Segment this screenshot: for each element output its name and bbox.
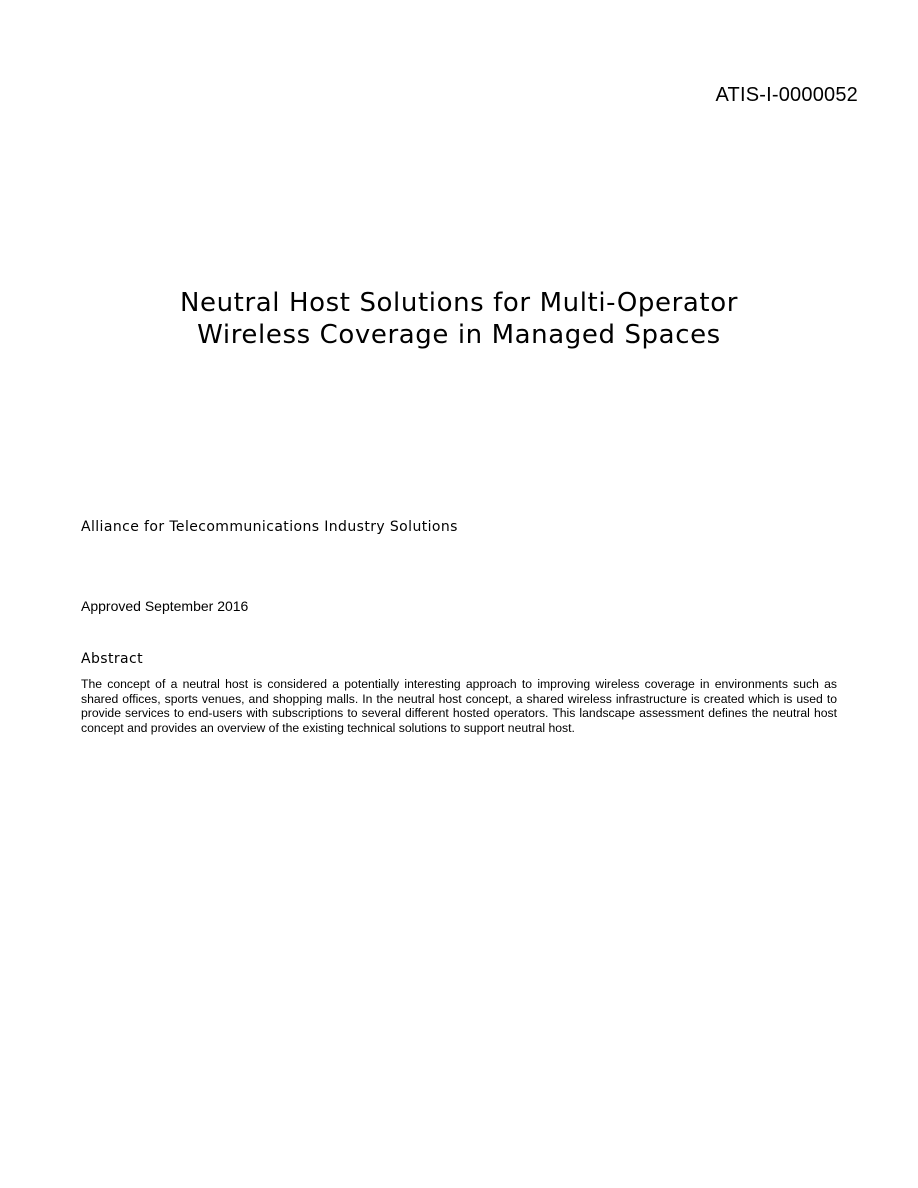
title-line-2: Wireless Coverage in Managed Spaces	[197, 320, 721, 350]
abstract-body: The concept of a neutral host is considered a potentially interesting approach to improving wireless coverage in environments such as shared offices, sports venues, and shopping malls. In the neutral host concept, a shared wireless infrastructure is created which is used to provide services to end-users with subscriptions to several different hosted operators. This landscape assessment defines the neutral host concept and provides an overview of the existing technical solutions to support neutral host.	[81, 677, 837, 736]
organization-name: Alliance for Telecommunications Industry Solutions	[81, 519, 458, 535]
document-id: ATIS-I-0000052	[715, 84, 858, 106]
document-title	[0, 287, 918, 351]
approval-date: Approved September 2016	[81, 598, 249, 614]
abstract-heading: Abstract	[81, 651, 143, 667]
title-line-1: Neutral Host Solutions for Multi-Operator	[179, 288, 739, 318]
